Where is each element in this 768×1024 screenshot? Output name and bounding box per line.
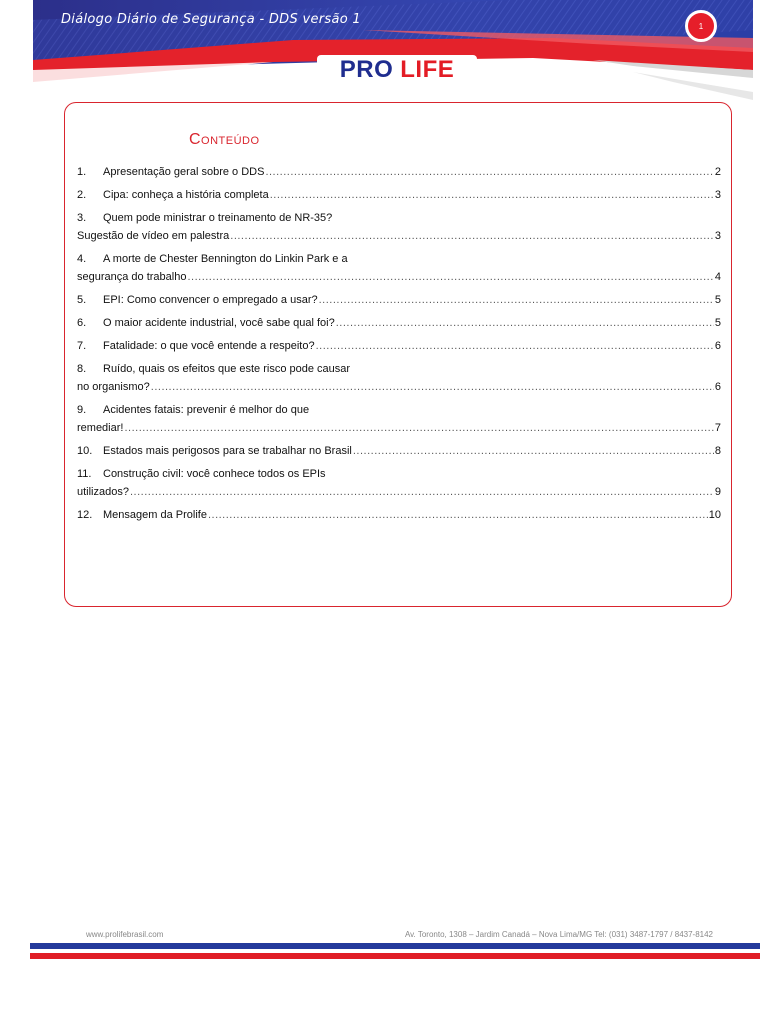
page-number-badge: 1: [685, 10, 717, 42]
toc-leader-dots: [319, 291, 714, 309]
toc-entry-page: 7: [714, 422, 721, 434]
prolife-logo: [317, 55, 477, 85]
toc-entry-title: Cipa: conheça a história completa: [103, 189, 269, 201]
toc-entry[interactable]: [77, 291, 721, 309]
toc-entry-title-continued: Sugestão de vídeo em palestra: [77, 230, 230, 242]
toc-entry-title: Estados mais perigosos para se trabalhar no Brasil: [103, 445, 352, 457]
toc-entry-title-continued: segurança do trabalho: [77, 271, 187, 283]
toc-entry-page: 10: [708, 509, 721, 521]
toc-heading: Conteúdo: [189, 131, 260, 148]
toc-entry-number: 9.: [77, 404, 87, 416]
toc-leader-dots: [151, 378, 714, 396]
toc-entry-number: 10.: [77, 445, 93, 457]
logo-life-text: LIFE: [400, 56, 455, 83]
footer-red-stripe: [30, 953, 760, 959]
toc-entry[interactable]: [77, 465, 721, 501]
toc-entry[interactable]: [77, 163, 721, 181]
toc-entry-page: 5: [714, 317, 721, 329]
toc-entry-title-continued: remediar!: [77, 422, 124, 434]
toc-entry-title: Apresentação geral sobre o DDS: [103, 166, 265, 178]
toc-entry-title: EPI: Como convencer o empregado a usar?: [103, 294, 318, 306]
toc-entry-title-continued: utilizados?: [77, 486, 129, 498]
toc-entry[interactable]: [77, 506, 721, 524]
toc-entry-number: 8.: [77, 363, 87, 375]
toc-entry-title: Quem pode ministrar o treinamento de NR-35?: [103, 212, 333, 224]
toc-list: [77, 163, 721, 529]
toc-entry-title: Acidentes fatais: prevenir é melhor do que: [103, 404, 310, 416]
toc-entry-number: 5.: [77, 294, 87, 306]
toc-entry[interactable]: [77, 360, 721, 396]
toc-entry-page: 4: [714, 271, 721, 283]
toc-leader-dots: [270, 186, 714, 204]
toc-entry[interactable]: [77, 442, 721, 460]
toc-entry[interactable]: [77, 209, 721, 245]
toc-entry-number: 4.: [77, 253, 87, 265]
toc-entry-number: 2.: [77, 189, 87, 201]
toc-entry-number: 11.: [77, 468, 92, 480]
toc-leader-dots: [208, 506, 708, 524]
toc-entry-title: A morte de Chester Bennington do Linkin Park e a: [103, 253, 348, 265]
toc-entry-number: 6.: [77, 317, 87, 329]
toc-entry-page: 3: [714, 189, 721, 201]
toc-leader-dots: [353, 442, 714, 460]
toc-entry-number: 12.: [77, 509, 93, 521]
toc-entry-page: 9: [714, 486, 721, 498]
toc-entry-title: Mensagem da Prolife: [103, 509, 207, 521]
document-title: Diálogo Diário de Segurança - DDS versão 1: [61, 12, 362, 27]
page-footer: [0, 926, 768, 966]
toc-entry[interactable]: [77, 337, 721, 355]
table-of-contents: [64, 102, 732, 607]
toc-entry[interactable]: [77, 401, 721, 437]
toc-entry[interactable]: [77, 186, 721, 204]
page-header: [33, 0, 753, 100]
toc-entry-page: 6: [714, 381, 721, 393]
toc-entry-page: 3: [714, 230, 721, 242]
toc-entry-number: 3.: [77, 212, 87, 224]
toc-entry-number: 7.: [77, 340, 87, 352]
toc-leader-dots: [230, 227, 714, 245]
toc-leader-dots: [124, 419, 713, 437]
toc-entry[interactable]: [77, 314, 721, 332]
toc-entry-title: Ruído, quais os efeitos que este risco pode causar: [103, 363, 351, 375]
toc-entry-title: Fatalidade: o que você entende a respeito?: [103, 340, 315, 352]
toc-leader-dots: [336, 314, 714, 332]
toc-leader-dots: [187, 268, 713, 286]
footer-address: Av. Toronto, 1308 – Jardim Canadá – Nova Lima/MG Tel: (031) 3487-1797 / 8437-8142: [404, 930, 713, 939]
toc-entry-page: 6: [714, 340, 721, 352]
toc-entry[interactable]: [77, 250, 721, 286]
toc-entry-page: 5: [714, 294, 721, 306]
toc-entry-title: Construção civil: você conhece todos os EPIs: [103, 468, 326, 480]
toc-leader-dots: [265, 163, 713, 181]
toc-leader-dots: [316, 337, 714, 355]
logo-pro-text: PRO: [339, 56, 394, 83]
toc-entry-title-continued: no organismo?: [77, 381, 150, 393]
toc-leader-dots: [130, 483, 714, 501]
toc-entry-number: 1.: [77, 166, 87, 178]
toc-entry-page: 8: [714, 445, 721, 457]
toc-entry-page: 2: [714, 166, 721, 178]
toc-entry-title: O maior acidente industrial, você sabe qual foi?: [103, 317, 335, 329]
footer-website-link[interactable]: www.prolifebrasil.com: [86, 930, 164, 939]
